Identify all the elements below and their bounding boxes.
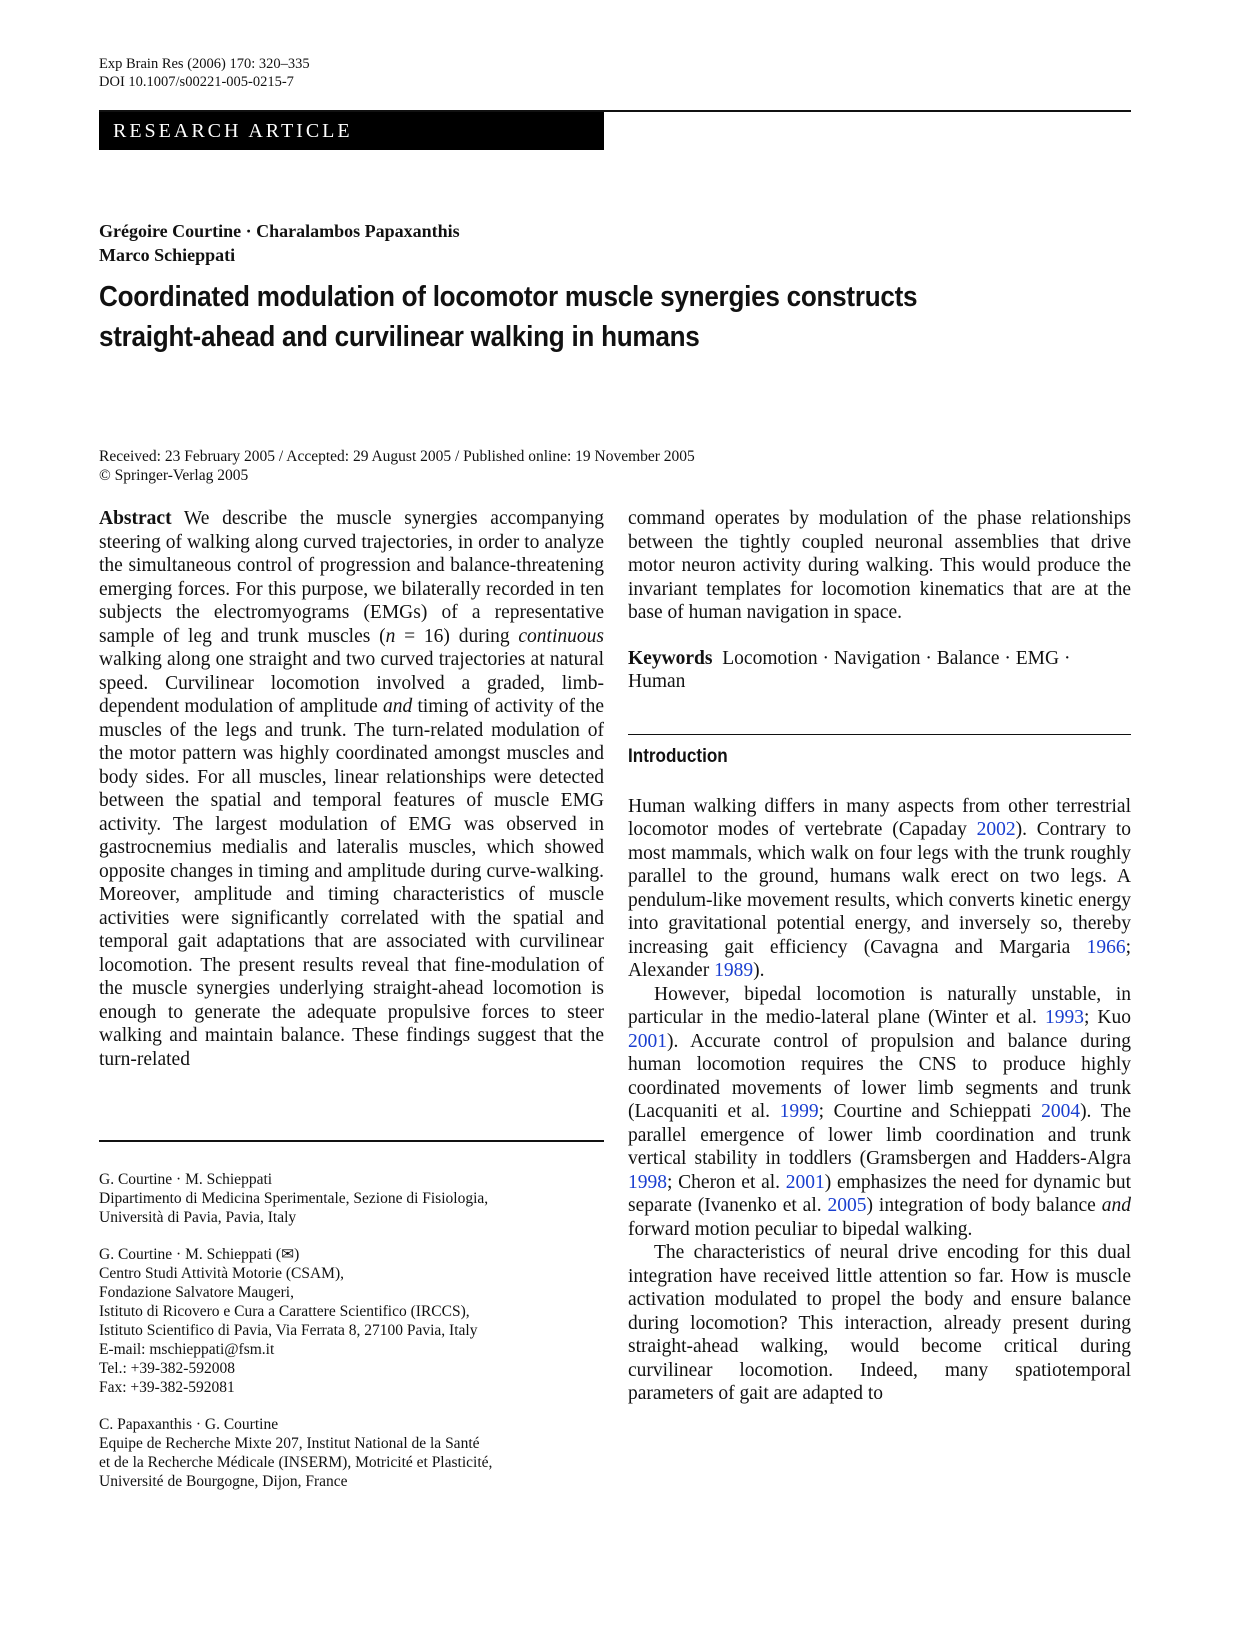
copyright: © Springer-Verlag 2005 [99, 467, 249, 484]
affiliation-block: G. Courtine · M. Schieppati (✉) Centro Studi Attività Motorie (CSAM), Fondazione Salvatore Maugeri, Istituto di Ricovero e Cura a Carattere Scientifico (IRCCS), Istituto Scientifico di Pavia, Via Ferrata 8, 27100 Pavia, Italy E-mail: mschieppati@fsm.it Tel.: +39-382-592008 Fax: +39-382-592081 [99, 1245, 604, 1397]
keywords [628, 647, 1131, 694]
doi: DOI 10.1007/s00221-005-0215-7 [99, 74, 294, 90]
affiliations-rule [99, 1140, 604, 1142]
abstract: Abstract We describe the muscle synergies accompanying steering of walking along curved trajectories, in order to analyze the simultaneous control of progression and balance-threatening emerging forces. For this purpose, we bilaterally recorded in ten subjects the electromyograms (EMGs) of a representative sample of leg and trunk muscles (n = 16) during continuous walking along one straight and two curved trajectories at natural speed. Curvilinear locomotion involved a graded, limb-dependent modulation of amplitude and timing of activity of the muscles of the legs and trunk. The turn-related modulation of the motor pattern was highly coordinated amongst muscles and body sides. For all muscles, linear relationships were detected between the spatial and temporal features of muscle EMG activity. The largest modulation of EMG was observed in gastrocnemius medialis and lateralis muscles, which showed opposite changes in timing and amplitude during curve-walking. Moreover, amplitude and timing characteristics of muscle activities were significantly correlated with the spatial and temporal gait adaptations that are associated with curvilinear locomotion. The present results reveal that fine-modulation of the muscle synergies underlying straight-ahead locomotion is enough to generate the adequate propulsive forces to steer walking and maintain balance. These findings suggest that the turn-related [99, 508, 605, 1070]
intro-paragraph-1: Human walking differs in many aspects from other terrestrial locomotor modes of vertebrate (Capaday 2002). Contrary to most mammals, which walk on four legs with the trunk roughly parallel to the ground, humans walk erect on two legs. A pendulum-like movement results, which converts kinetic energy into gravitational potential energy, and inversely so, thereby increasing gait efficiency (Cavagna and Margaria 1966; Alexander 1989). [628, 795, 1132, 981]
citation-link[interactable]: 1993 [1044, 1007, 1084, 1028]
citation-link[interactable]: 2001 [628, 1030, 667, 1052]
citation-link[interactable]: 2001 [785, 1171, 825, 1193]
citation-link[interactable]: 2004 [1041, 1101, 1081, 1122]
affiliation-block: C. Papaxanthis · G. Courtine Equipe de Recherche Mixte 207, Institut National de la Santé et de la Recherche Médicale (INSERM), Motricité et Plasticité, Université de Bourgogne, Dijon, France [99, 1415, 493, 1490]
abstract-column [99, 507, 604, 1071]
affiliation-block: G. Courtine · M. Schieppati Dipartimento di Medicina Sperimentale, Sezione di Fisiologia, Università di Pavia, Pavia, Italy [99, 1170, 489, 1226]
title-line-1: Coordinated modulation of locomotor muscle synergies constructs [99, 281, 918, 313]
citation: Exp Brain Res (2006) 170: 320–335 [99, 56, 310, 72]
abstract-label: Abstract [99, 508, 172, 529]
authors-line-1: Grégoire Courtine · Charalambos Papaxanthis [99, 221, 460, 241]
title-line-2: straight-ahead and curvilinear walking in humans [99, 321, 700, 353]
intro-paragraph-2: However, bipedal locomotion is naturally unstable, in particular in the medio-lateral plane (Winter et al. 1993; Kuo 2001). Accurate control of propulsion and balance during human locomotion requires the CNS to produce highly coordinated movements of lower limb segments and trunk (Lacquaniti et al. 1999; Courtine and Schieppati 2004). The parallel emergence of lower limb coordination and trunk vertical stability in toddlers (Gramsbergen and Hadders-Algra 1998; Cheron et al. 2001) emphasizes the need for dynamic but separate (Ivanenko et al. 2005) integration of body balance and forward motion peculiar to bipedal walking. [628, 983, 1131, 1240]
article-type-banner: RESEARCH ARTICLE [99, 112, 604, 150]
citation-link[interactable]: 1989 [714, 960, 754, 981]
intro-paragraph-3: The characteristics of neural drive encoding for this dual integration have received little attention so far. How is muscle activation modulated to propel the body and ensure balance during locomotion? This interaction, already present during straight-ahead walking, would become critical during curvilinear locomotion. Indeed, many spatiotemporal parameters of gait are adapted to [628, 1242, 1131, 1404]
abstract-continuation: command operates by modulation of the phase relationships between the tightly coupled neuronal assemblies that drive motor neuron activity during walking. This would produce the invariant templates for locomotion kinematics that are at the base of human navigation in space. [628, 508, 1131, 623]
introduction-body [628, 795, 1131, 1406]
article-title [99, 277, 1035, 357]
citation-link[interactable]: 1966 [1086, 936, 1126, 958]
publication-dates [99, 447, 695, 485]
citation-link[interactable]: 1999 [779, 1101, 819, 1122]
journal-header [99, 55, 310, 91]
authors-line-2: Marco Schieppati [99, 245, 236, 265]
citation-link[interactable]: 1998 [628, 1171, 667, 1193]
introduction-heading: Introduction [628, 746, 728, 767]
citation-link[interactable]: 2002 [976, 819, 1016, 840]
author-list [99, 219, 460, 267]
right-column [628, 507, 1131, 1406]
affiliations [99, 1150, 604, 1491]
email[interactable]: E-mail: mschieppati@fsm.it [99, 1340, 275, 1358]
history-dates: Received: 23 February 2005 / Accepted: 29 August 2005 / Published online: 19 November 2005 [99, 448, 695, 465]
keywords-label: Keywords [628, 647, 713, 669]
keywords-list: Locomotion · Navigation · Balance · EMG · Human [628, 647, 1071, 692]
introduction-rule [628, 734, 1131, 736]
citation-link[interactable]: 2005 [827, 1195, 867, 1216]
